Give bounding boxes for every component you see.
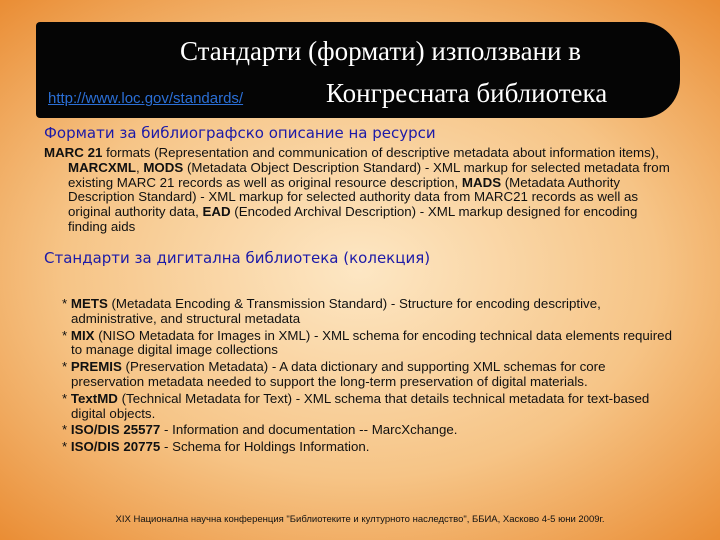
- format-name: EAD: [202, 204, 231, 220]
- standard-description: (Metadata Encoding & Transmission Standard) - Structure for encoding descriptive, administrative, and structural metadata: [71, 296, 601, 326]
- standard-list-item: [62, 423, 674, 438]
- slide-title-line2: Конгресната библиотека: [326, 78, 608, 108]
- standard-list-item: [62, 392, 674, 422]
- format-name: MARC 21: [44, 145, 103, 160]
- section-heading-bibliographic: Формати за библиографско описание на ресурси: [44, 124, 436, 142]
- standard-description: - Schema for Holdings Information.: [160, 439, 370, 455]
- format-description: ,: [135, 159, 144, 175]
- standard-name: TextMD: [70, 390, 118, 406]
- standard-name: ISO/DIS 25577: [70, 422, 161, 438]
- slide-title-line1: Стандарти (формати) използвани в: [180, 36, 581, 66]
- bullet-asterisk: *: [62, 390, 71, 406]
- standard-name: PREMIS: [70, 359, 122, 375]
- standard-description: - Information and documentation -- MarcXchange.: [160, 422, 458, 438]
- standard-description: (Preservation Metadata) - A data dictionary and supporting XML schemas for core preservation metadata needed to support the long-term preservation of digital materials.: [71, 359, 606, 389]
- standard-list-item: [62, 297, 674, 327]
- format-description: formats (Representation and communication of descriptive metadata about information items),: [102, 145, 659, 160]
- conference-footer: XIX Национална научна конференция "Библиотеките и културното наследство", ББИА, Хасково 4-5 юни 2009г.: [115, 514, 605, 525]
- digital-library-standards-list: [62, 297, 674, 457]
- standard-description: (Technical Metadata for Text) - XML schema that details technical metadata for text-based digital objects.: [71, 390, 650, 421]
- standard-name: ISO/DIS 20775: [70, 439, 161, 455]
- format-name: MADS: [461, 174, 502, 190]
- section-heading-digital-library: Стандарти за дигитална библиотека (колекция): [44, 249, 431, 267]
- standard-name: MIX: [70, 327, 95, 343]
- standard-description: (NISO Metadata for Images in XML) - XML schema for encoding technical data elements required to manage digital image collections: [71, 327, 672, 358]
- format-description: (Metadata Object Description Standard) - XML markup for selected metadata from existing MARC 21 records as well as original resource description,: [68, 159, 670, 190]
- bullet-asterisk: *: [62, 422, 71, 438]
- bullet-asterisk: *: [62, 439, 71, 455]
- standards-url-link[interactable]: http://www.loc.gov/standards/: [48, 90, 244, 107]
- bullet-asterisk: *: [62, 359, 71, 375]
- format-description: (Encoded Archival Description) - XML markup designed for encoding finding aids: [68, 204, 638, 234]
- standard-list-item: [62, 440, 674, 455]
- standard-list-item: [62, 329, 674, 359]
- standard-list-item: [62, 360, 674, 390]
- format-name: MARCXML: [68, 159, 136, 175]
- format-name: MODS: [143, 159, 184, 175]
- standard-name: METS: [70, 296, 108, 311]
- format-description: (Metadata Authority Description Standard) - XML markup for selected authority data from MARC21 records as well as original authority data,: [68, 174, 639, 220]
- bibliographic-formats-paragraph: [44, 146, 674, 235]
- bullet-asterisk: *: [62, 296, 71, 311]
- bullet-asterisk: *: [62, 327, 71, 343]
